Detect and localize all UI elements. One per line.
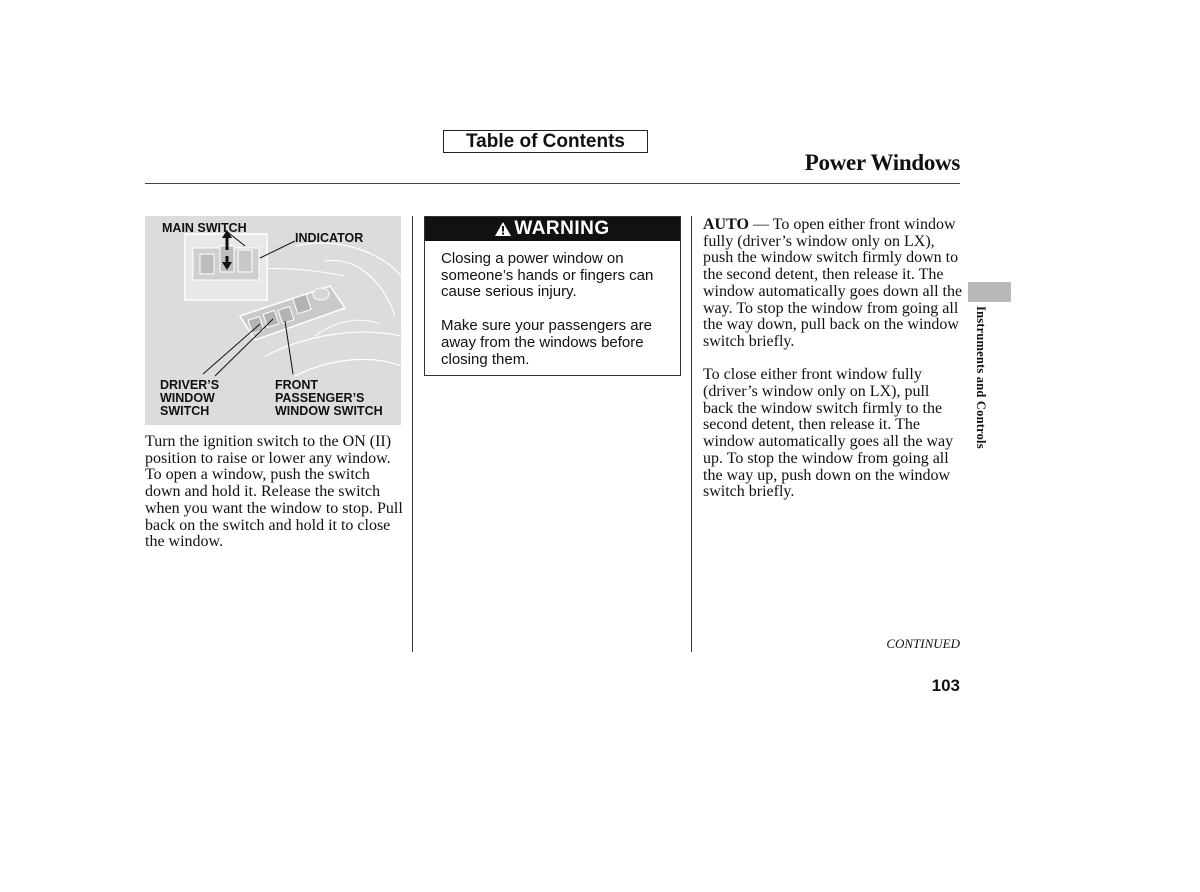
- callout-indicator: INDICATOR: [295, 231, 364, 245]
- callout-drivers-window-switch: DRIVER’S WINDOW SWITCH: [160, 378, 220, 418]
- left-column-text: [145, 434, 403, 551]
- auto-open-text: To open either front window fully (driver’s window only on LX), push the window switch firmly down to the second detent, then release it. The window automatically goes down all the way. To stop the window from going all the way down, pull back on the window switch briefly.: [703, 216, 963, 350]
- warning-triangle-icon: [495, 222, 511, 236]
- warning-header: [425, 217, 680, 241]
- column-divider-right: [691, 216, 692, 652]
- callout-main-switch: MAIN SWITCH: [162, 221, 247, 235]
- page-title: Power Windows: [804, 150, 960, 175]
- page-number: 103: [931, 676, 960, 695]
- section-label: Instruments and Controls: [974, 306, 988, 449]
- warning-body: [425, 241, 680, 368]
- warning-box: [424, 216, 681, 376]
- auto-label: AUTO: [703, 216, 749, 233]
- auto-dash: —: [752, 216, 769, 233]
- warning-paragraph-2: Make sure your passengers are away from the windows before closing them.: [441, 317, 652, 368]
- section-tab: [968, 282, 1011, 302]
- warning-paragraph-1: Closing a power window on someone’s hands or fingers can cause serious injury.: [441, 250, 654, 301]
- column-divider-left: [412, 216, 413, 652]
- callout-front-passengers-window-switch: FRONT PASSENGER’S WINDOW SWITCH: [275, 378, 383, 418]
- ignition-paragraph: Turn the ignition switch to the ON (II) position to raise or lower any window. To open a window, push the switch down and hold it. Release the switch when you want the window to stop. Pull back on the switch and hold it to close the window.: [145, 433, 403, 551]
- header-divider: [145, 183, 960, 184]
- table-of-contents-button[interactable]: Table of Contents: [443, 130, 648, 153]
- window-switch-illustration: [145, 216, 401, 425]
- auto-open-paragraph: [703, 217, 963, 351]
- warning-title: WARNING: [514, 218, 610, 239]
- continued-label: CONTINUED: [886, 636, 960, 651]
- right-column-text: [703, 217, 963, 501]
- auto-close-paragraph: To close either front window fully (driver’s window only on LX), pull back the window switch firmly to the second detent, then release it. The window automatically goes all the way up. To stop the window from going all the way up, push down on the window switch briefly.: [703, 366, 954, 501]
